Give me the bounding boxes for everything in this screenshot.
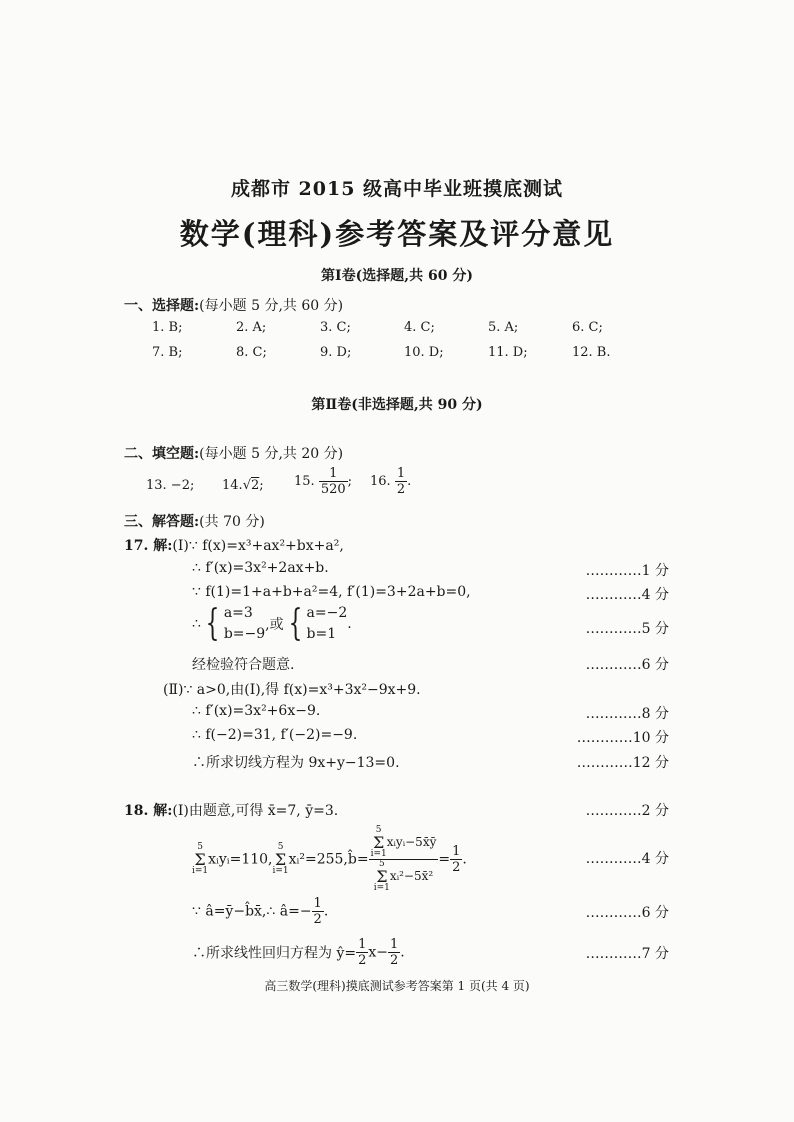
choice-section-label: 一、选择题: — [124, 298, 200, 314]
part2-heading: 第Ⅱ卷(非选择题,共 90 分) — [311, 397, 483, 413]
q17-line1 — [124, 535, 344, 555]
q18-a-numerator: 1 — [313, 896, 322, 911]
fill-14-suffix: ; — [259, 478, 264, 493]
solve-section-label: 三、解答题: — [124, 514, 200, 530]
q17-step8: ∴ f(−2)=31, f′(−2)=−9. — [192, 727, 358, 743]
q17-system2-eq-a: a=−2 — [306, 605, 348, 621]
q17-step6: ∵ a>0,由(Ⅰ),得 f(x)=x³+3x²−9x+9. — [183, 682, 421, 698]
q18-step3 — [192, 896, 328, 927]
q17-part2-mark: (Ⅱ) — [163, 682, 184, 698]
q18-label: 18. 解: — [124, 803, 173, 819]
answer-7: 7. B; — [152, 345, 183, 360]
q18-score-2: …………4 分 — [585, 851, 669, 867]
q17-system1-eq-a: a=3 — [223, 605, 253, 621]
document-title: 数学(理科)参考答案及评分意见 — [179, 217, 615, 251]
fill-answer-16 — [370, 466, 411, 497]
sum-upper-limit: 5 — [197, 842, 203, 852]
summation-icon — [192, 843, 208, 876]
q17-step9: ∴所求切线方程为 9x+y−13=0. — [192, 755, 400, 771]
summation-icon — [371, 826, 387, 859]
fill-answer-13: 13. −2; — [146, 478, 195, 493]
page-footer: 高三数学(理科)摸底测试参考答案第 1 页(共 4 页) — [264, 979, 530, 993]
q18-slope-fraction — [356, 937, 368, 968]
q17-step7: ∴ f′(x)=3x²+6x−9. — [192, 703, 321, 719]
q17-system1-eq-b: b=−9 — [223, 626, 266, 642]
q17-system-1 — [224, 603, 265, 645]
fill-15-fraction — [319, 466, 348, 497]
q17-step2: ∴ f′(x)=3x²+2ax+b. — [192, 560, 329, 576]
fill-16-numerator: 1 — [396, 466, 406, 481]
q17-step3: ∵ f(1)=1+a+b+a²=4, f′(1)=3+2a+b=0, — [192, 584, 471, 600]
q18-sum-xy: xᵢyᵢ=110, — [208, 851, 273, 868]
sum-lower-limit: i=1 — [370, 849, 387, 859]
q18-step4-text: ∴所求线性回归方程为 ŷ= — [192, 945, 357, 962]
sum-lower-limit: i=1 — [373, 883, 390, 893]
q18-b-numerator-text: xᵢyᵢ−5x̄ȳ — [386, 835, 437, 849]
q17-system2-eq-b: b=1 — [306, 626, 337, 642]
q17-step4-end: . — [347, 616, 352, 632]
exam-title: 成都市 2015 级高中毕业班摸底测试 — [230, 178, 564, 200]
q17-system-2 — [307, 603, 348, 645]
q18-part1-mark: (Ⅰ) — [172, 803, 189, 819]
q18-score-3: …………6 分 — [585, 905, 669, 921]
fill-16-prefix: 16. — [370, 474, 391, 489]
sum-upper-limit: 5 — [277, 842, 284, 852]
answer-6: 6. C; — [572, 320, 603, 335]
q18-b-fraction — [369, 826, 439, 893]
q17-step4 — [192, 603, 352, 645]
fill-14-prefix: 14. — [222, 478, 243, 493]
q18-intercept-denominator: 2 — [390, 953, 399, 968]
answer-10: 10. D; — [404, 345, 444, 360]
choice-section-note: (每小题 5 分,共 60 分) — [199, 298, 344, 314]
sum-upper-limit: 5 — [378, 859, 385, 869]
q17-step5: 经检验符合题意. — [192, 657, 295, 673]
answer-11: 11. D; — [488, 345, 528, 360]
left-brace-icon: { — [205, 603, 220, 644]
q18-b-hat: b̂= — [347, 851, 369, 868]
q18-half-numerator: 1 — [452, 844, 461, 859]
solve-section-note: (共 70 分) — [199, 514, 265, 530]
sigma-glyph: Σ — [373, 833, 385, 852]
q18-step4 — [192, 937, 405, 968]
fill-14-radicand: 2 — [250, 478, 260, 493]
q18-step4-mid: x− — [368, 944, 389, 961]
therefore-symbol: ∴ — [192, 616, 201, 632]
q18-step3-end: . — [323, 903, 329, 920]
q18-slope-numerator: 1 — [358, 937, 367, 952]
answer-9: 9. D; — [320, 345, 352, 360]
fill-16-fraction — [395, 466, 407, 497]
q17-part2-line1 — [163, 679, 421, 699]
choice-section-heading — [124, 295, 343, 315]
q17-label: 17. 解: — [124, 538, 173, 554]
q17-step1: ∵ f(x)=x³+ax²+bx+a², — [188, 538, 344, 554]
q18-b-denominator-text: xᵢ²−5x̄² — [389, 869, 434, 883]
q18-step2-end: . — [462, 851, 467, 868]
q18-step2 — [192, 826, 467, 893]
summation-icon — [374, 860, 390, 893]
sqrt-sign-icon: √ — [242, 478, 251, 493]
answer-1: 1. B; — [152, 320, 183, 335]
sum-lower-limit: i=1 — [192, 866, 209, 876]
q18-line1 — [124, 800, 338, 820]
fill-16-suffix: . — [407, 474, 412, 489]
sigma-glyph: Σ — [194, 850, 206, 869]
fill-answer-14 — [222, 478, 264, 493]
q18-a-fraction — [312, 896, 324, 927]
fill-15-numerator: 1 — [319, 466, 348, 482]
fill-section-label: 二、填空题: — [124, 446, 200, 462]
q18-score-4: …………7 分 — [585, 946, 669, 962]
left-brace-icon: { — [288, 603, 302, 644]
fill-section-heading — [124, 443, 343, 463]
fill-15-suffix: ; — [347, 474, 353, 489]
answer-8: 8. C; — [236, 345, 267, 360]
solve-section-heading — [124, 511, 265, 531]
fill-answer-15 — [294, 466, 352, 497]
q18-step3-text: ∵ â=ȳ−b̂x̄,∴ â=− — [192, 903, 312, 920]
q17-score-7: …………12 分 — [576, 755, 669, 771]
q18-sum-x2: xᵢ²=255, — [288, 851, 348, 868]
answer-4: 4. C; — [404, 320, 435, 335]
summation-icon — [273, 843, 289, 876]
sum-lower-limit: i=1 — [272, 866, 289, 876]
q18-score-1: …………2 分 — [585, 803, 669, 819]
fill-15-prefix: 15. — [294, 474, 315, 489]
sum-upper-limit: 5 — [375, 825, 382, 835]
q18-step4-end: . — [400, 944, 405, 961]
q17-score-6: …………10 分 — [576, 730, 669, 746]
fill-15-denominator: 520 — [320, 482, 346, 497]
q18-b-numerator — [369, 826, 439, 860]
q18-slope-denominator: 2 — [358, 953, 367, 968]
answer-3: 3. C; — [320, 320, 351, 335]
q17-score-1: …………1 分 — [585, 563, 669, 579]
part1-heading: 第Ⅰ卷(选择题,共 60 分) — [321, 268, 473, 284]
fill-16-denominator: 2 — [396, 482, 406, 497]
q18-intercept-fraction — [388, 937, 400, 968]
q18-half-fraction — [450, 844, 462, 875]
q18-a-denominator: 2 — [313, 912, 322, 927]
q18-half-denominator: 2 — [452, 860, 461, 875]
fill-section-note: (每小题 5 分,共 20 分) — [199, 446, 344, 462]
q18-intercept-numerator: 1 — [390, 937, 399, 952]
q18-step1: 由题意,可得 x̄=7, ȳ=3. — [188, 803, 339, 819]
q17-score-3: …………5 分 — [585, 621, 669, 637]
q18-equals: = — [438, 851, 451, 868]
answer-12: 12. B. — [572, 345, 611, 360]
sigma-glyph: Σ — [274, 850, 287, 869]
q17-score-5: …………8 分 — [585, 706, 669, 722]
q18-b-denominator — [369, 860, 439, 893]
answer-2: 2. A; — [236, 320, 267, 335]
q17-part1-mark: (Ⅰ) — [172, 538, 189, 554]
answer-5: 5. A; — [488, 320, 519, 335]
q17-or: ,或 — [265, 617, 284, 633]
sigma-glyph: Σ — [376, 867, 388, 886]
q17-score-2: …………4 分 — [585, 587, 669, 603]
q17-score-4: …………6 分 — [585, 657, 669, 673]
